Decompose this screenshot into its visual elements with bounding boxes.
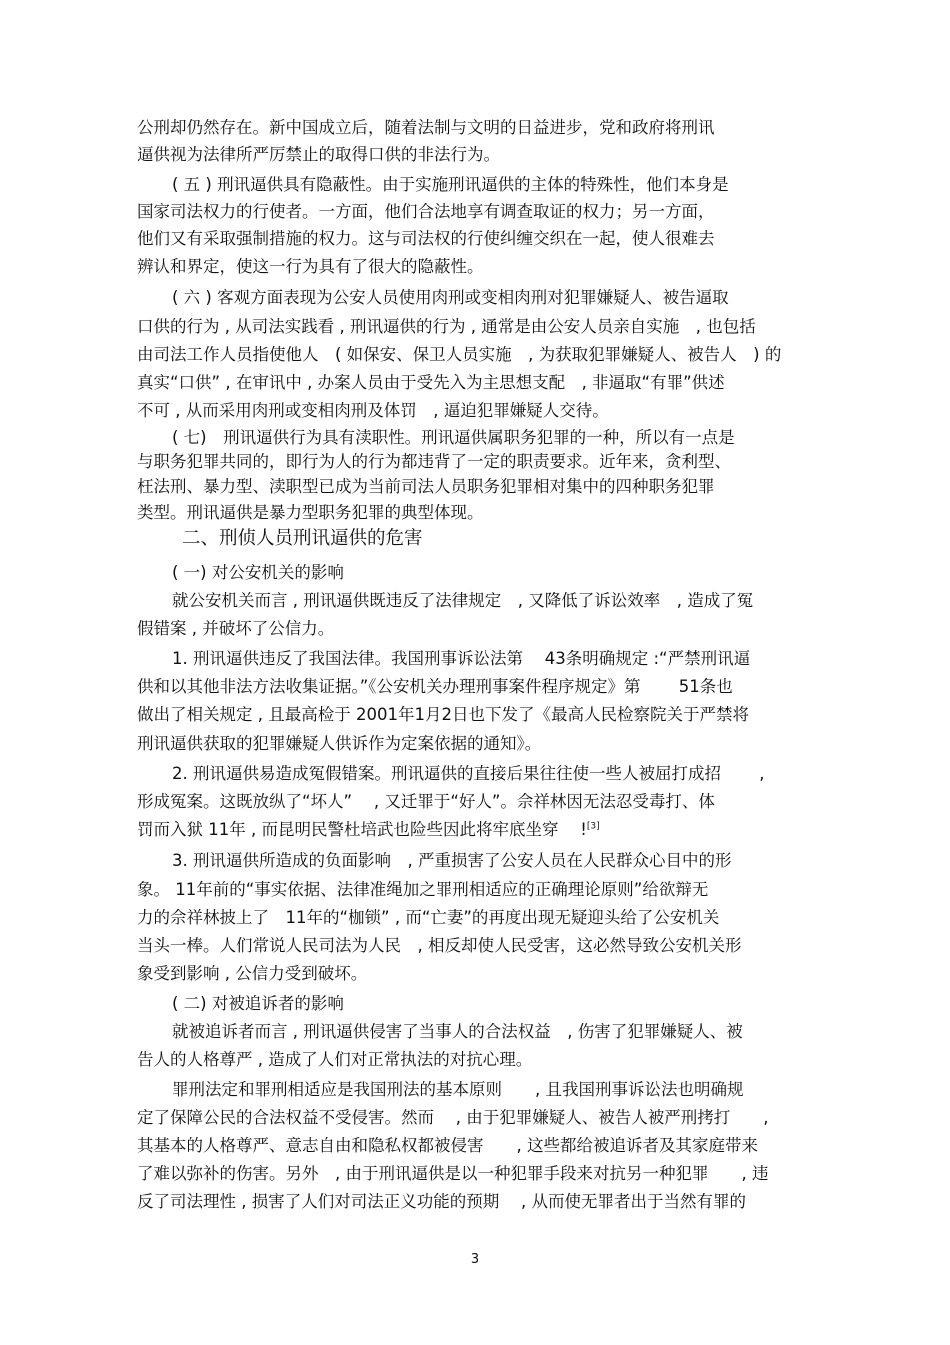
text-line: 由司法工作人员指使他人 ( 如保安、保卫人员实施 , 为获取犯罪嫌疑人、被告人 ) 的 — [137, 345, 782, 364]
text-line: 供和以其他非法方法收集证据。”《公安机关办理刑事案件程序规定》第 51条也 — [137, 677, 733, 696]
text-line: 国家司法权力的行使者。一方面，他们合法地享有调查取证的权力；另一方面， — [137, 202, 715, 221]
text-line: 3. 刑讯逼供所造成的负面影响 , 严重损害了公安人员在人民群众心目中的形 — [172, 851, 732, 870]
text-line: 当头一棒。人们常说人民司法为人民 , 相反却使人民受害，这必然导致公安机关形 — [137, 936, 742, 955]
text-line: 真实“口供” , 在审讯中 , 办案人员由于受先入为主思想支配 , 非逼取“有罪”供述 — [137, 373, 725, 392]
text-line: 类型。刑讯逼供是暴力型职务犯罪的典型体现。 — [137, 503, 484, 522]
text-line: 定了保障公民的合法权益不受侵害。然而 , 由于犯罪嫌疑人、被告人被严刑拷打 , — [137, 1108, 769, 1127]
text-line: 罪刑法定和罪刑相适应是我国刑法的基本原则 , 且我国刑事诉讼法也明确规 — [172, 1080, 744, 1099]
text-line: 公刑却仍然存在。新中国成立后，随着法制与文明的日益进步，党和政府将刑讯 — [137, 118, 715, 137]
text-line: 形成冤案。这既放纵了“坏人” , 又迁罪于“好人”。佘祥林因无法忍受毒打、体 — [137, 792, 715, 811]
text-line: 就公安机关而言 , 刑讯逼供既违反了法律规定 , 又降低了诉讼效率 , 造成了冤 — [172, 591, 754, 610]
text-line: 力的佘祥林披上了 11年的“枷锁” , 而“亡妻”的再度出现无疑迎头给了公安机关 — [137, 908, 720, 927]
subsection-heading: ( 一) 对公安机关的影响 — [172, 563, 344, 582]
page-number: 3 — [470, 1252, 480, 1267]
text-line: 不可 , 从而采用肉刑或变相肉刑及体罚 , 逼迫犯罪嫌疑人交待。 — [137, 401, 609, 420]
text-line: 刑讯逼供获取的犯罪嫌疑人供诉作为定案依据的通知》。 — [137, 734, 542, 753]
text-line: 他们又有采取强制措施的权力。这与司法权的行使纠缠交织在一起，使人很难去 — [137, 229, 715, 248]
text-line-content: 罚而入狱 11年 , 而昆明民警杜培武也险些因此将牢底坐穿 ! — [137, 820, 587, 839]
text-line: 象受到影响 , 公信力受到破坏。 — [137, 964, 368, 983]
text-line: 做出了相关规定 , 且最高检于 2001年1月2日也下发了《最高人民检察院关于严禁将 — [137, 705, 749, 724]
text-line: 反了司法理性 , 损害了人们对司法正义功能的预期 , 从而使无罪者出于当然有罪的 — [137, 1192, 746, 1211]
text-line: 辨认和界定，使这一行为具有了很大的隐蔽性。 — [137, 257, 484, 276]
text-line: 枉法刑、暴力型、渎职型已成为当前司法人员职务犯罪相对集中的四种职务犯罪 — [137, 477, 715, 496]
text-line: 了难以弥补的伤害。另外 , 由于刑讯逼供是以一种犯罪手段来对抗另一种犯罪 , 违 — [137, 1164, 769, 1183]
text-line: 其基本的人格尊严、意志自由和隐私权都被侵害 , 这些都给被追诉者及其家庭带来 — [137, 1136, 758, 1155]
text-line: 2. 刑讯逼供易造成冤假错案。刑讯逼供的直接后果往往使一些人被屈打成招 , — [172, 764, 765, 783]
text-line: ( 七) 刑讯逼供行为具有渎职性。刑讯逼供属职务犯罪的一种，所以有一点是 — [172, 428, 735, 447]
text-line: 1. 刑讯逼供违反了我国法律。我国刑事诉讼法第 43条明确规定 :“严禁刑讯逼 — [172, 649, 751, 668]
text-line: ( 五 ) 刑讯逼供具有隐蔽性。由于实施刑讯逼供的主体的特殊性，他们本身是 — [172, 175, 729, 194]
text-line: 告人的人格尊严 , 造成了人们对正常执法的对抗心理。 — [137, 1050, 533, 1069]
text-line — [137, 819, 827, 841]
text-line: 逼供视为法律所严厉禁止的取得口供的非法行为。 — [137, 145, 500, 164]
text-line: 象。 11年前的“事实依据、法律准绳加之罪刑相适应的正确理论原则”给欲辩无 — [137, 880, 709, 899]
text-line: 与职务犯罪共同的，即行为人的行为都违背了一定的职责要求。近年来，贪利型、 — [137, 452, 731, 471]
text-line: 口供的行为 , 从司法实践看 , 刑讯逼供的行为 , 通常是由公安人员亲自实施 , 也包括 — [137, 317, 756, 336]
footnote-reference: [3] — [586, 821, 600, 832]
text-line: ( 六 ) 客观方面表现为公安人员使用肉刑或变相肉刑对犯罪嫌疑人、被告逼取 — [172, 288, 729, 307]
subsection-heading: ( 二) 对被追诉者的影响 — [172, 994, 344, 1013]
section-heading: 二、刑侦人员刑讯逼供的危害 — [182, 528, 423, 549]
text-line: 就被追诉者而言 , 刑讯逼供侵害了当事人的合法权益 , 伤害了犯罪嫌疑人、被 — [172, 1022, 743, 1041]
text-line: 假错案 , 并破坏了公信力。 — [137, 619, 335, 638]
